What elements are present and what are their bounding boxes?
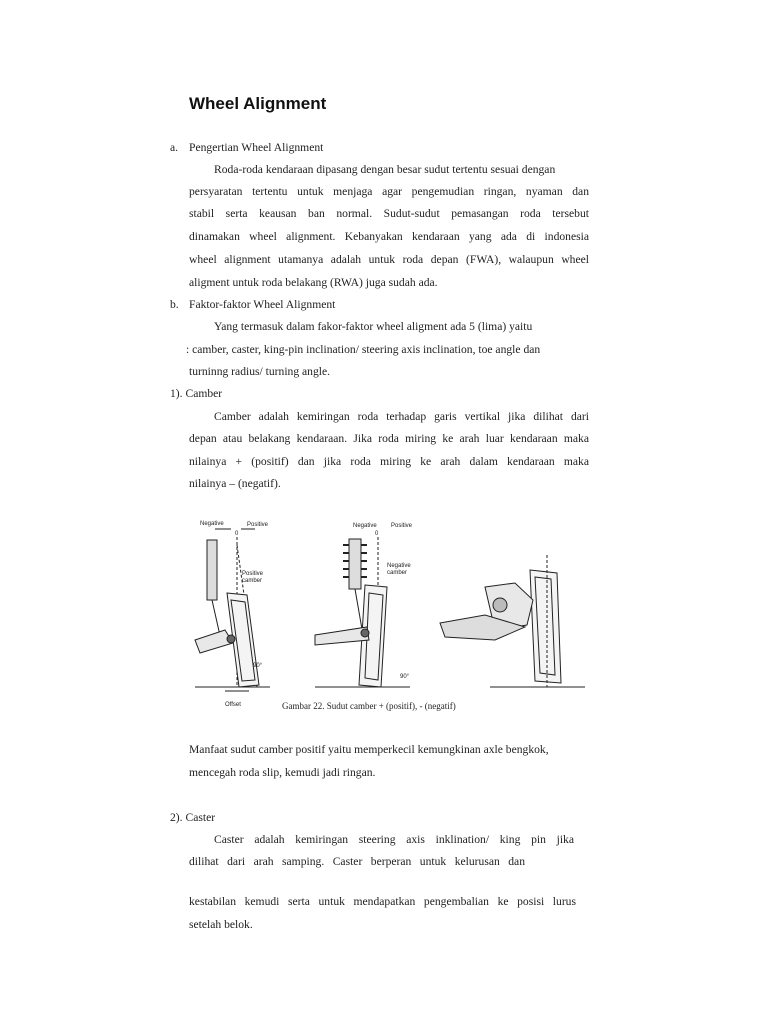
paragraph-line: Caster adalah kemiringan steering axis inklination/ king pin jika	[214, 833, 574, 846]
paragraph-line: nilainya – (negatif).	[189, 477, 281, 490]
paragraph-line: Yang termasuk dalam fakor-faktor wheel aligment ada 5 (lima) yaitu	[214, 320, 533, 333]
positive-camber-diagram	[195, 521, 270, 708]
label-offset: Offset	[225, 702, 241, 708]
paragraph-line: dinamakan wheel alignment. Kebanyakan kendaraan yang ada di indonesia	[189, 230, 589, 243]
label-negative: Negative	[200, 521, 224, 527]
label-zero-2: 0	[375, 531, 379, 537]
label-negative-camber-1: Negative	[387, 563, 411, 569]
paragraph-line: aligment untuk roda belakang (RWA) juga sudah ada.	[189, 276, 438, 289]
paragraph-line: dilihat dari arah samping. Caster berperan untuk kelurusan dan	[189, 855, 525, 868]
section-camber-heading: 1). Camber	[170, 387, 223, 400]
label-negative-2: Negative	[353, 523, 377, 529]
label-zero: 0	[235, 531, 239, 537]
section-b-label: b.	[170, 298, 179, 311]
paragraph-line: setelah belok.	[189, 918, 253, 931]
paragraph-line: Camber adalah kemiringan roda terhadap garis vertikal jika dilihat dari	[214, 410, 589, 423]
label-90-deg: 90°	[253, 663, 263, 669]
label-negative-camber-2: camber	[387, 570, 408, 576]
suspension-diagram	[440, 555, 585, 687]
paragraph-line: mencegah roda slip, kemudi jadi ringan.	[189, 766, 376, 779]
paragraph-line: stabil serta keausan ban normal. Sudut-sudut pemasangan roda tersebut	[189, 207, 589, 220]
label-positive: Positive	[247, 522, 269, 528]
paragraph-line: persyaratan tertentu untuk menjaga agar pengemudian ringan, nyaman dan	[189, 185, 589, 198]
paragraph-line: wheel alignment utamanya adalah untuk roda depan (FWA), walaupun wheel	[189, 253, 589, 266]
paragraph-line: depan atau belakang kendaraan. Jika roda miring ke arah luar kendaraan maka	[189, 432, 589, 445]
page-title: Wheel Alignment	[189, 94, 327, 113]
label-positive-camber-2: camber	[242, 578, 263, 584]
paragraph-line: Roda-roda kendaraan dipasang dengan besar sudut tertentu sesuai dengan	[214, 163, 556, 176]
section-caster-heading: 2). Caster	[170, 811, 216, 824]
label-positive-camber-1: Positive	[242, 571, 264, 577]
section-a-heading: Pengertian Wheel Alignment	[189, 141, 324, 154]
paragraph-line: turninng radius/ turning angle.	[189, 365, 331, 378]
paragraph-line: : camber, caster, king-pin inclination/ steering axis inclination, toe angle dan	[186, 343, 541, 356]
label-90-deg-2: 90°	[400, 674, 410, 680]
negative-camber-diagram	[315, 523, 413, 687]
figure-caption: Gambar 22. Sudut camber + (positif), - (negatif)	[282, 701, 456, 711]
paragraph-line: kestabilan kemudi serta untuk mendapatkan pengembalian ke posisi lurus	[189, 895, 576, 908]
section-a-label: a.	[170, 141, 179, 154]
label-positive-2: Positive	[391, 523, 413, 529]
section-b-heading: Faktor-faktor Wheel Alignment	[189, 298, 336, 311]
paragraph-line: nilainya + (positif) dan jika roda miring ke arah dalam kendaraan maka	[189, 455, 589, 468]
paragraph-line: Manfaat sudut camber positif yaitu memperkecil kemungkinan axle bengkok,	[189, 743, 549, 756]
